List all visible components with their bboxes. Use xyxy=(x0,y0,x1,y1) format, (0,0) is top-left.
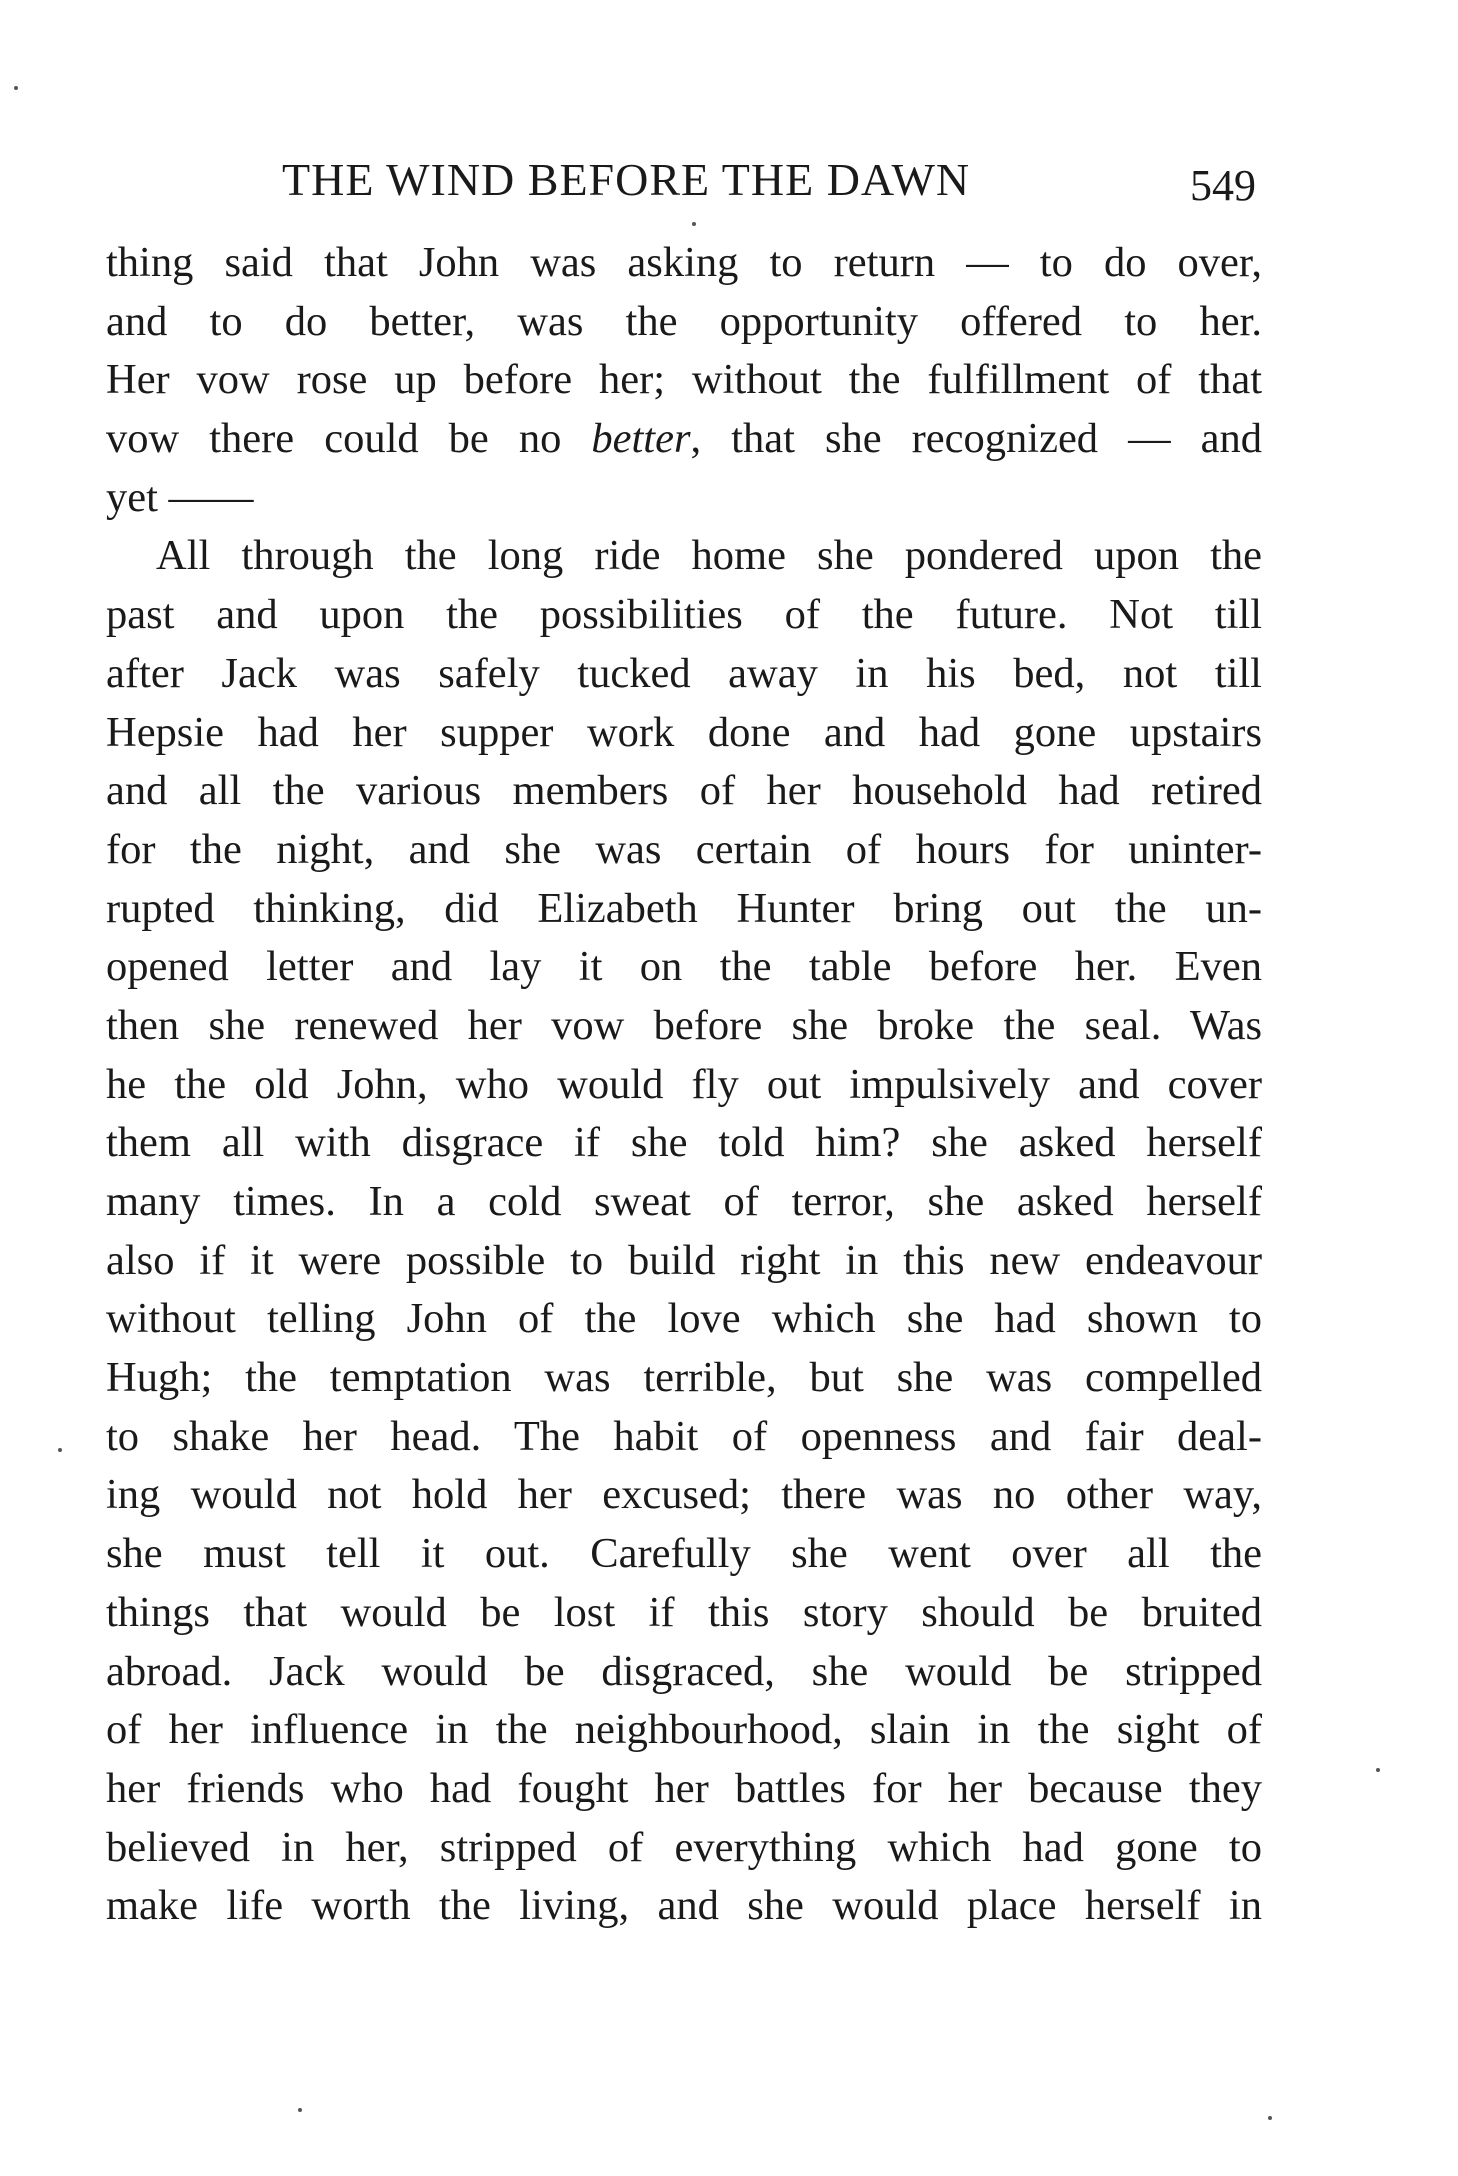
text-line: them all with disgrace if she told him? she asked herself xyxy=(106,1119,1262,1167)
italic-word: better xyxy=(591,415,691,463)
scan-speck xyxy=(14,86,18,90)
text-line: also if it were possible to build right in this new endeavour xyxy=(106,1236,1262,1284)
text-line: abroad. Jack would be disgraced, she would be stripped xyxy=(106,1647,1262,1695)
text-line: ing would not hold her excused; there was no other way, xyxy=(106,1471,1262,1519)
paragraph-end-line: yet —— xyxy=(106,473,254,521)
text-line: rupted thinking, did Elizabeth Hunter bring out the un- xyxy=(106,884,1262,932)
text-line: for the night, and she was certain of hours for uninter- xyxy=(106,825,1262,873)
text-line: and to do better, was the opportunity offered to her. xyxy=(106,297,1262,345)
text-line xyxy=(106,410,1262,469)
text-line: Her vow rose up before her; without the fulfillment of that xyxy=(106,356,1262,404)
text-line: Hepsie had her supper work done and had gone upstairs xyxy=(106,708,1262,756)
paragraph-first-line: All through the long ride home she pondered upon the xyxy=(156,532,1262,580)
text-line: Hugh; the temptation was terrible, but she was compelled xyxy=(106,1354,1262,1402)
text-line: of her influence in the neighbourhood, slain in the sight of xyxy=(106,1706,1262,1754)
text-line: make life worth the living, and she would place herself in xyxy=(106,1882,1262,1930)
text-line: to shake her head. The habit of openness and fair deal- xyxy=(106,1412,1262,1460)
text-line-start: vow there could be no xyxy=(106,415,592,463)
text-line-end: , that she recognized — and xyxy=(690,415,1262,463)
scan-speck xyxy=(58,1448,62,1452)
scan-speck xyxy=(1376,1768,1380,1772)
text-line: things that would be lost if this story should be bruited xyxy=(106,1588,1262,1636)
text-line: her friends who had fought her battles for her because they xyxy=(106,1764,1262,1812)
text-line: past and upon the possibilities of the future. Not till xyxy=(106,591,1262,639)
text-line: and all the various members of her household had retired xyxy=(106,767,1262,815)
text-line: without telling John of the love which she had shown to xyxy=(106,1295,1262,1343)
text-line: then she renewed her vow before she broke the seal. Was xyxy=(106,1001,1262,1049)
running-title: THE WIND BEFORE THE DAWN xyxy=(282,154,971,205)
text-line: many times. In a cold sweat of terror, she asked herself xyxy=(106,1178,1262,1225)
text-line: believed in her, stripped of everything which had gone to xyxy=(106,1823,1262,1871)
text-line: after Jack was safely tucked away in his bed, not till xyxy=(106,649,1262,697)
page-header xyxy=(0,150,1458,220)
text-line: opened letter and lay it on the table before her. Even xyxy=(106,943,1262,991)
page-number: 549 xyxy=(1190,161,1256,210)
text-line: thing said that John was asking to return — to do over, xyxy=(106,239,1262,286)
scan-speck xyxy=(298,2108,302,2112)
scan-speck xyxy=(692,222,696,226)
text-line: she must tell it out. Carefully she went over all the xyxy=(106,1530,1262,1578)
text-line: he the old John, who would fly out impulsively and cover xyxy=(106,1060,1262,1108)
body-text xyxy=(106,234,1262,1936)
scan-speck xyxy=(1268,2116,1272,2120)
